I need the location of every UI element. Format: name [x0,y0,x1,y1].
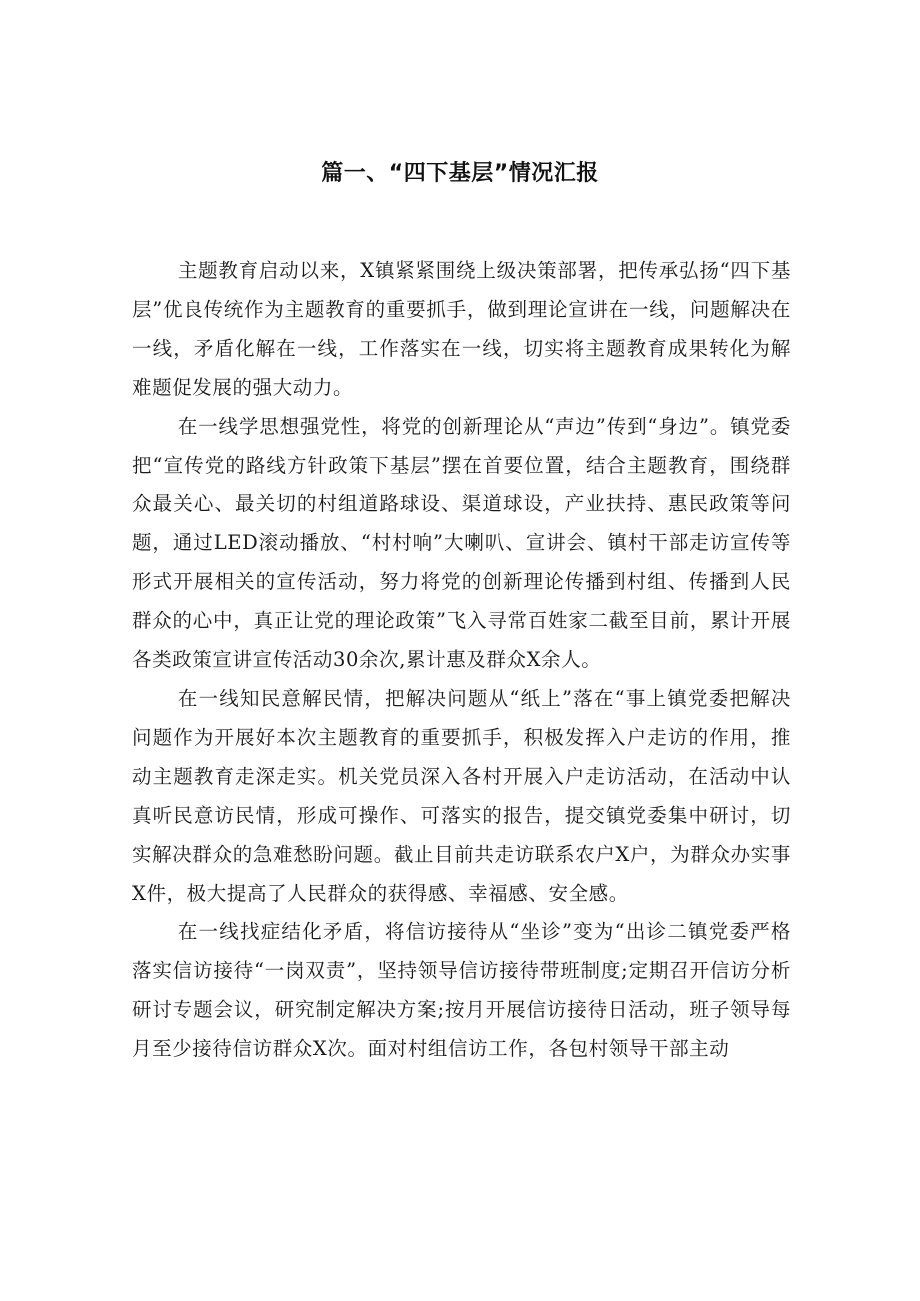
page-title: 篇一、“四下基层”情况汇报 [321,161,599,186]
paragraph: 在一线找症结化矛盾，将信访接待从“坐诊”变为“出诊二镇党委严格落实信访接待“一岗双责”，坚持领导信访接待带班制度;定期召开信访分析研讨专题会议，研究制定解决方案;按月开展信访接待日活动，班子领导每月至少接待信访群众X次。面对村组信访工作，各包村领导干部主动 [132,920,791,1061]
document-body [132,252,791,1069]
paragraph: 在一线知民意解民情，把解决问题从“纸上”落在“事上镇党委把解决问题作为开展好本次主题教育的重要抓手，积极发挥入户走访的作用，推动主题教育走深走实。机关党员深入各村开展入户走访活动，在活动中认真听民意访民情，形成可操作、可落实的报告，提交镇党委集中研讨，切实解决群众的急难愁盼问题。截止目前共走访联系农户X户，为群众办实事X件，极大提高了人民群众的获得感、幸福感、安全感。 [132,686,791,905]
paragraph: 主题教育启动以来，X镇紧紧围绕上级决策部署，把传承弘扬“四下基层”优良传统作为主题教育的重要抓手，做到理论宣讲在一线，问题解决在一线，矛盾化解在一线，工作落实在一线，切实将主题教育成果转化为解难题促发展的强大动力。 [132,259,791,399]
paragraph: 在一线学思想强党性，将党的创新理论从“声边”传到“身边”。镇党委把“宣传党的路线方针政策下基层”摆在首要位置，结合主题教育，围绕群众最关心、最关切的村组道路球设、渠道球设，产业扶持、惠民政策等问题，通过LED滚动播放、“村村响”大喇叭、宣讲会、镇村干部走访宣传等形式开展相关的宣传活动，努力将党的创新理论传播到村组、传播到人民群众的心中，真正让党的理论政策”飞入寻常百姓家二截至目前，累计开展各类政策宣讲宣传活动30余次,累计惠及群众X余人。 [132,414,791,672]
